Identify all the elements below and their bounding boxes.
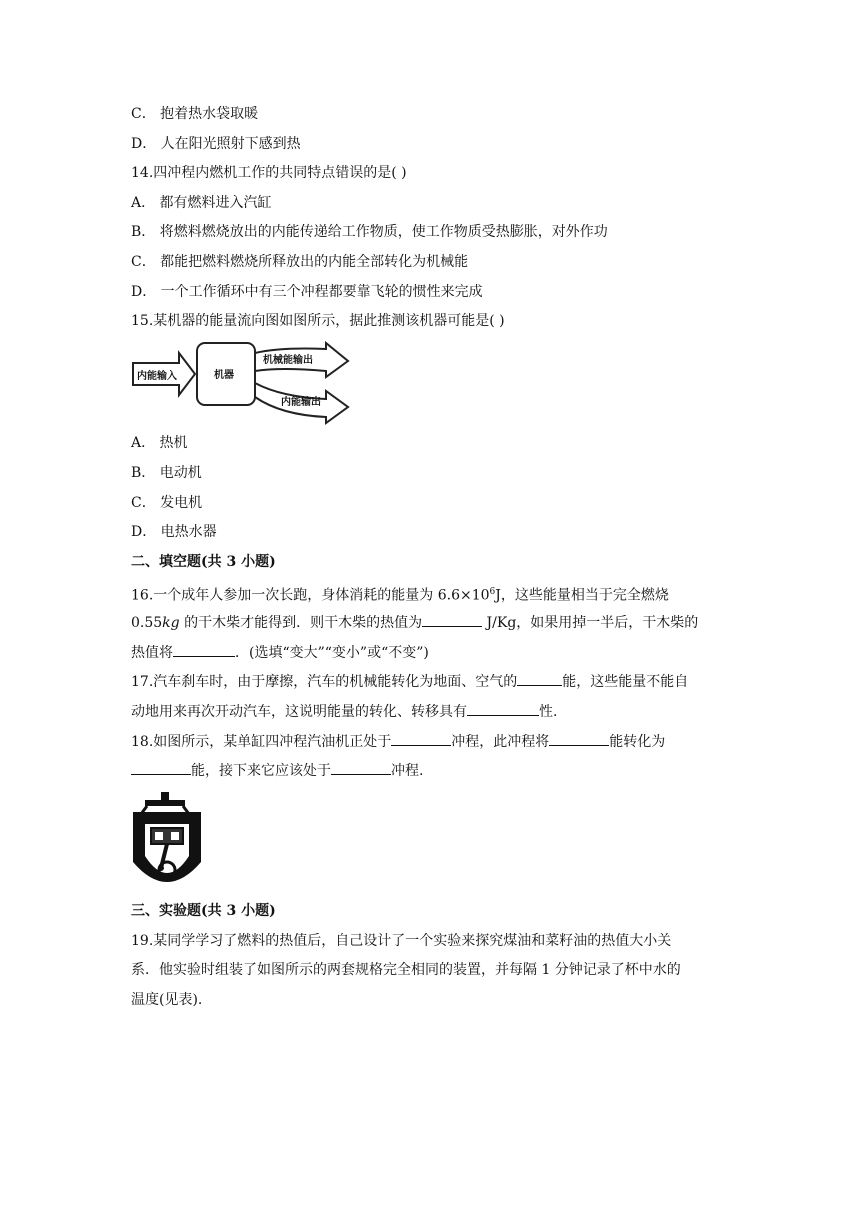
q17-blank-2[interactable]: [467, 700, 539, 716]
option-14d: D． 一个工作循环中有三个冲程都要靠飞轮的惯性来完成: [131, 284, 483, 300]
question-19-line-1: 19.某同学学习了燃料的热值后，自己设计了一个实验来探究煤油和菜籽油的热值大小关: [131, 933, 672, 949]
section-2-heading: 二、填空题(共 3 小题): [131, 554, 276, 570]
input-label: 内能输入: [137, 371, 177, 382]
mechanical-output-label: 机械能输出: [263, 355, 313, 366]
q16-text-1: 16.一个成年人参加一次长跑，身体消耗的能量为 6.6×10: [131, 587, 490, 604]
q18-text-3: 能转化为: [609, 734, 666, 750]
q18-text-5: 冲程.: [391, 763, 424, 779]
question-16-line-1: [131, 582, 669, 606]
q18-blank-4[interactable]: [331, 759, 391, 775]
line-q13c: C． 抱着热水袋取暖: [131, 106, 259, 122]
question-19-line-2: 系．他实验时组装了如图所示的两套规格完全相同的装置，并每隔 1 分钟记录了杯中水的: [131, 962, 681, 978]
question-19-line-3: 温度(见表).: [131, 992, 203, 1008]
q16-text-2: 的干木柴才能得到．则干木柴的热值为: [179, 615, 423, 631]
q17-text-4: 性.: [539, 704, 558, 720]
question-16-line-3: [131, 641, 429, 663]
option-14c: C． 都能把燃料燃烧所释放出的内能全部转化为机械能: [131, 254, 469, 270]
q18-text-2: 冲程，此冲程将: [451, 734, 550, 750]
question-15: 15.某机器的能量流向图如图所示，据此推测该机器可能是( ): [131, 313, 505, 329]
line-q13d: D． 人在阳光照射下感到热: [131, 136, 301, 152]
section-3-heading: 三、实验题(共 3 小题): [131, 903, 276, 919]
q16-text-5: ．(选填“变大”“变小”或“不变”): [235, 645, 429, 661]
question-17-line-1: [131, 670, 688, 692]
q16-text-3: J/Kg，如果用掉一半后，干木柴的: [482, 615, 699, 631]
q16-exponent: 6: [489, 587, 496, 597]
q16-text-4: 热值将: [131, 645, 173, 661]
q18-blank-2[interactable]: [549, 730, 609, 746]
q18-text-1: 18.如图所示，某单缸四冲程汽油机正处于: [131, 734, 392, 750]
option-15d: D． 电热水器: [131, 524, 217, 540]
q18-blank-3[interactable]: [131, 759, 191, 775]
q18-text-4: 能，接下来它应该处于: [191, 763, 331, 779]
q16-mass: 0.55: [131, 615, 163, 631]
internal-output-label: 内能输出: [281, 397, 321, 408]
q17-blank-1[interactable]: [517, 670, 562, 686]
option-15c: C． 发电机: [131, 495, 203, 511]
q17-text-3: 动地用来再次开动汽车，这说明能量的转化、转移具有: [131, 704, 467, 720]
q16-kg: kg: [162, 615, 180, 631]
q17-text-1: 17.汽车刹车时，由于摩擦，汽车的机械能转化为地面、空气的: [131, 674, 518, 690]
engine-cylinder-figure: [131, 790, 203, 890]
option-15b: B． 电动机: [131, 465, 202, 481]
option-14b: B． 将燃料燃烧放出的内能传递给工作物质，使工作物质受热膨胀，对外作功: [131, 224, 608, 240]
option-14a: A． 都有燃料进入汽缸: [131, 195, 272, 211]
option-15a: A． 热机: [131, 435, 188, 451]
q16-text-1-end: J，这些能量相当于完全燃烧: [495, 587, 669, 604]
q16-blank-1[interactable]: [422, 611, 482, 627]
question-18-line-2: [131, 759, 423, 781]
question-18-line-1: [131, 730, 665, 752]
energy-flow-figure: [131, 341, 351, 426]
q18-blank-1[interactable]: [391, 730, 451, 746]
question-14: 14.四冲程内燃机工作的共同特点错误的是( ): [131, 165, 407, 181]
question-17-line-2: [131, 700, 557, 722]
machine-label: 机器: [214, 370, 234, 381]
q17-text-2: 能，这些能量不能自: [562, 674, 689, 690]
q16-blank-2[interactable]: [173, 641, 235, 657]
question-16-line-2: [131, 611, 698, 633]
